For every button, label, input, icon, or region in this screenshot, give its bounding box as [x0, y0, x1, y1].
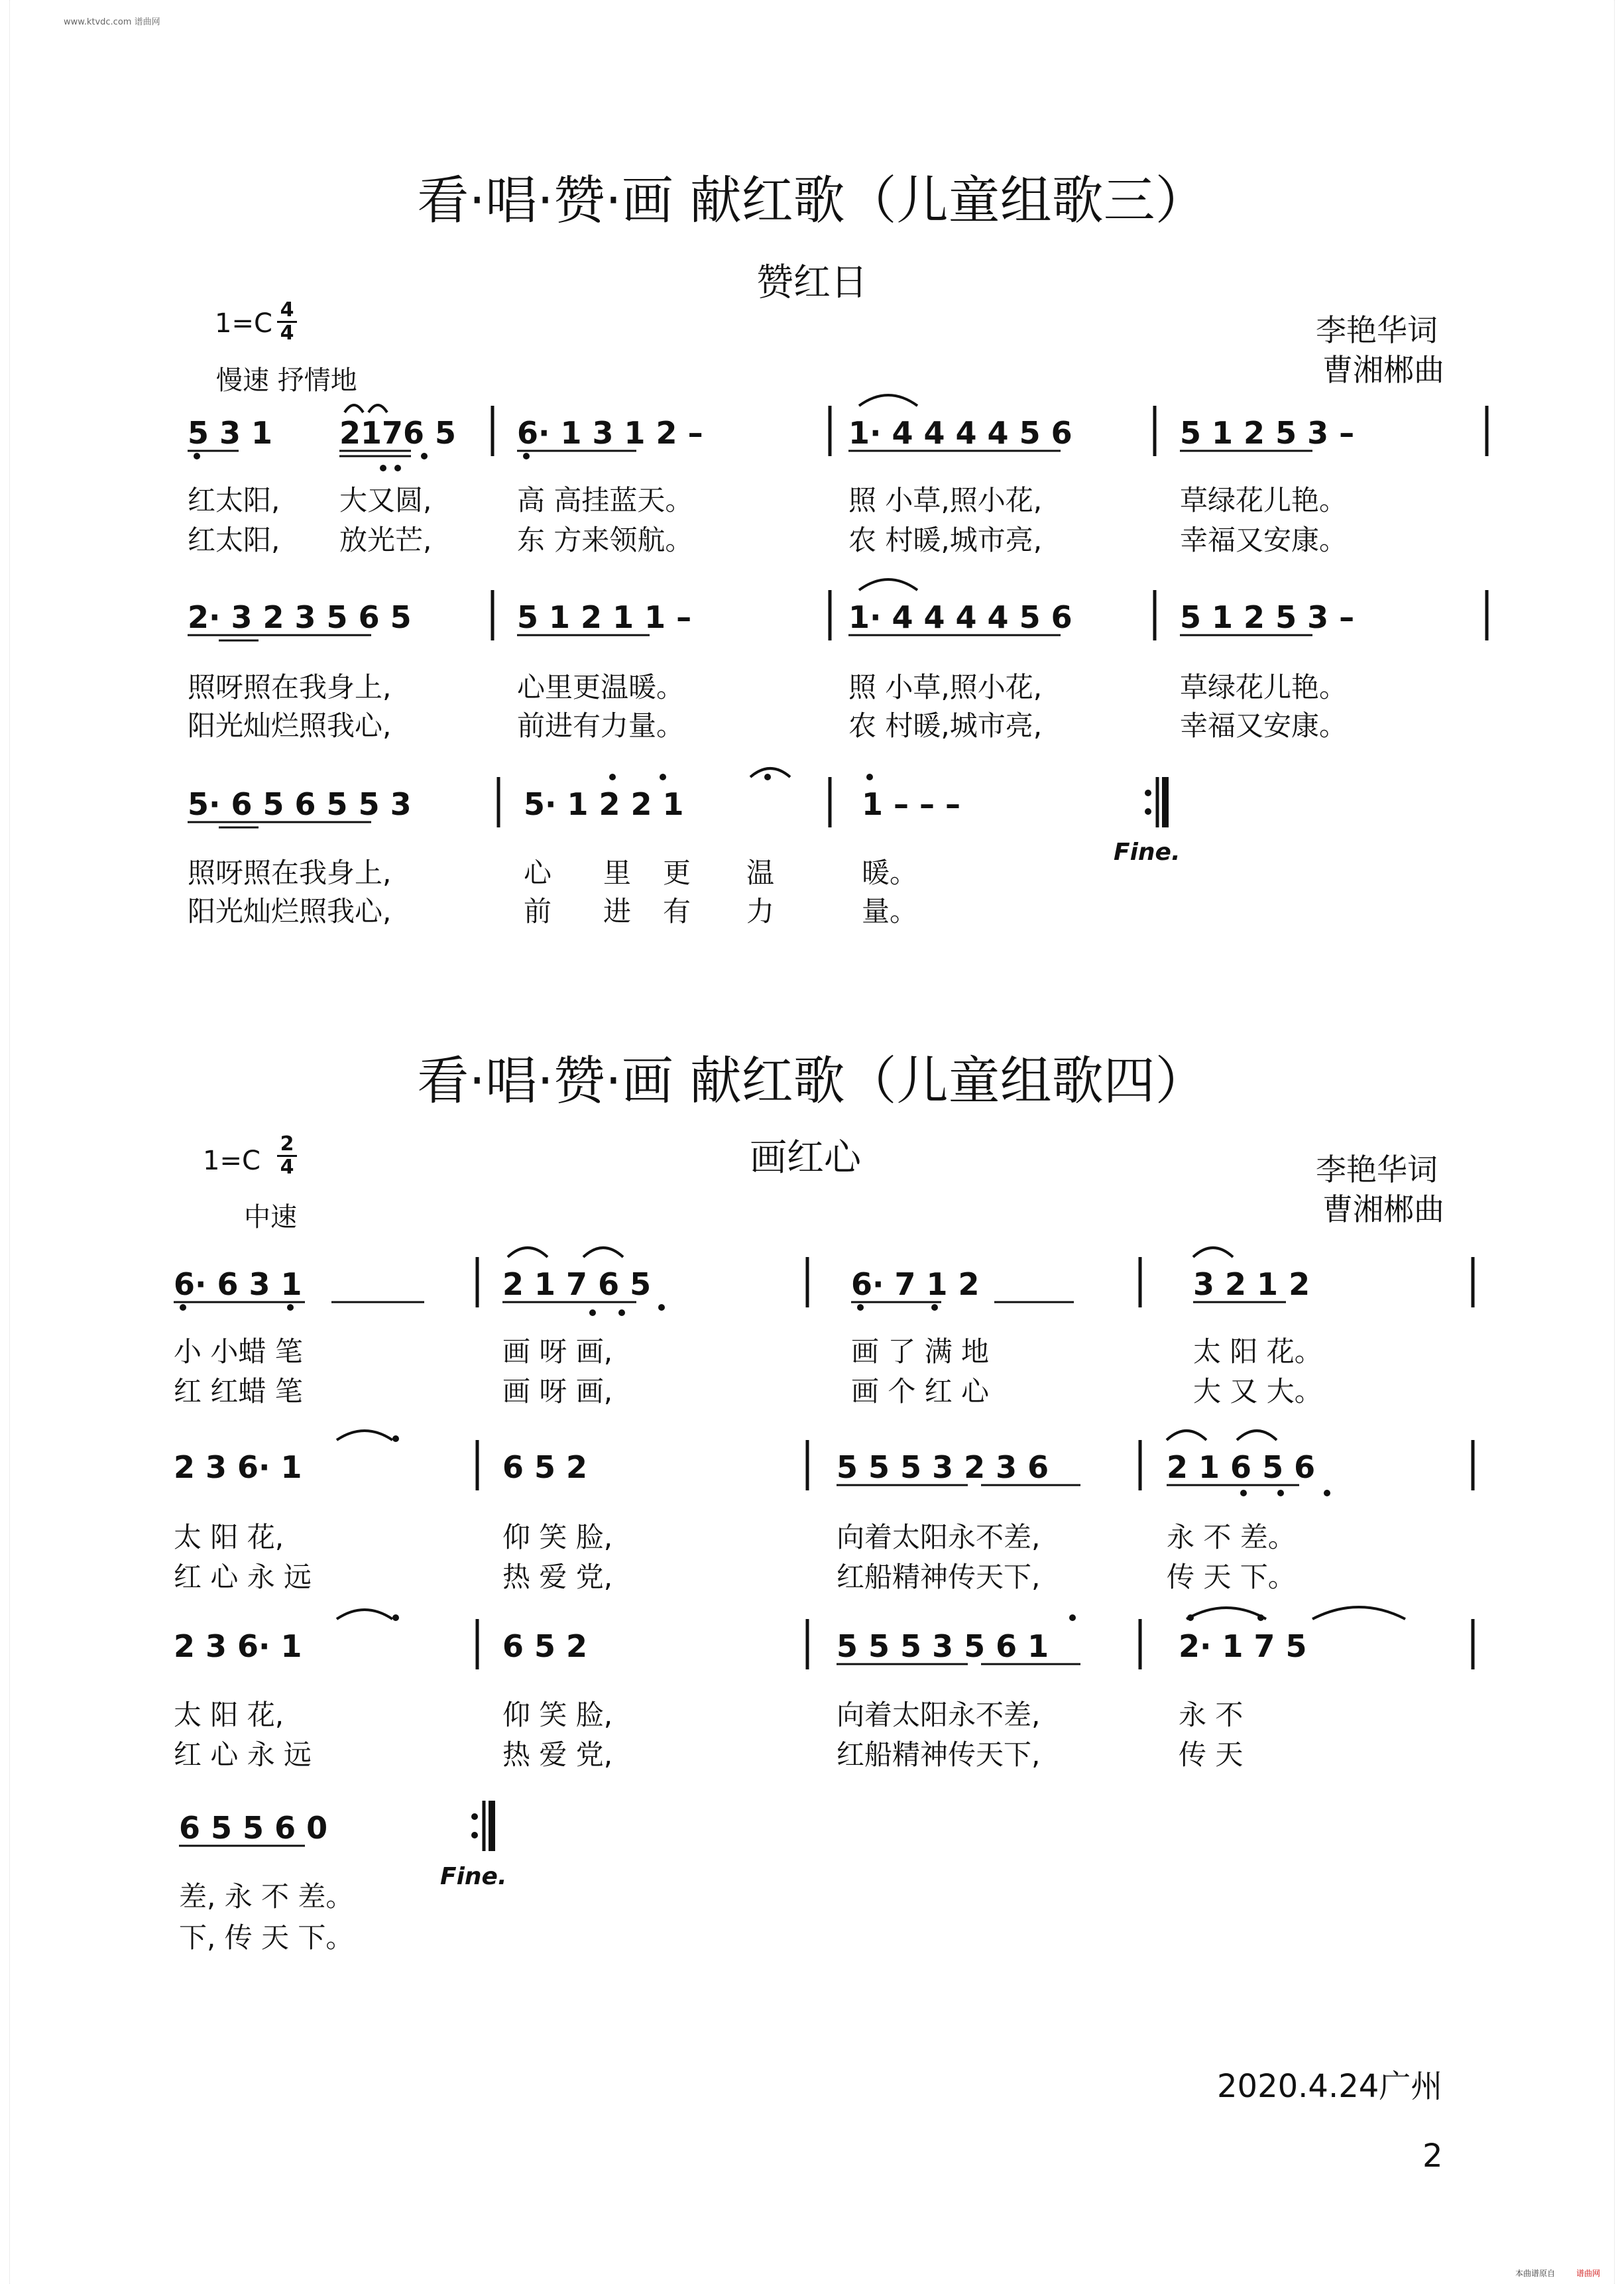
low-octave-dot — [857, 1304, 864, 1311]
song4-time-denominator: 4 — [277, 1155, 297, 1178]
low-octave-dot — [194, 453, 200, 459]
footer-date: 2020.4.24广州 — [1217, 2068, 1443, 2105]
repeat-dot — [471, 1832, 478, 1838]
low-octave-dot — [287, 1304, 294, 1311]
repeat-dots — [471, 790, 1151, 1838]
song3-row3-lyric2-a: 阳光灿烂照我心, — [188, 895, 392, 928]
song3-row1-lyric1-d: 照 小草,照小花, — [848, 484, 1043, 516]
song4-row3-lyric2-b: 热 爱 党, — [502, 1738, 613, 1771]
low-octave-dot — [380, 465, 386, 471]
song3-row2-measure3: 1· 4 4 4 4 5 6 — [848, 599, 1073, 635]
low-octave-dot — [1240, 1490, 1247, 1496]
slur — [859, 579, 917, 590]
song4-row1-lyric1-b: 画 呀 画, — [502, 1335, 613, 1368]
song3-row1-measure1b: 2176 5 — [339, 415, 457, 451]
low-octave-dot — [589, 1309, 596, 1316]
song4-row4-lyric1: 差, 永 不 差。 — [179, 1880, 354, 1913]
song3-row3-lyric1-e: 温 — [746, 857, 775, 889]
song4-row1-lyric1-a: 小 小蜡 笔 — [174, 1335, 303, 1368]
right-watermark-strip — [1614, 0, 1624, 2284]
song4-row1-lyric2-b: 画 呀 画, — [502, 1375, 613, 1408]
song4-row1-measure3: 6· 7 1 2 — [851, 1266, 980, 1302]
song3-row1-measure3: 1· 4 4 4 4 5 6 — [848, 415, 1073, 451]
song4-row3-lyric1-b: 仰 笑 脸, — [502, 1699, 613, 1731]
song4-row3-lyric2-a: 红 心 永 远 — [174, 1738, 312, 1771]
low-octave-dot — [394, 465, 401, 471]
slur — [1167, 1431, 1206, 1440]
song4-composer: 曹湘郴曲 — [1322, 1191, 1444, 1227]
song3-row3-lyric2-f: 量。 — [862, 895, 918, 928]
slur — [1193, 1248, 1233, 1257]
song3-row2-lyric2-d: 幸福又安康。 — [1180, 709, 1348, 742]
low-octave-dot — [1277, 1490, 1284, 1496]
song3-row2-lyric2-a: 阳光灿烂照我心, — [188, 709, 392, 742]
song3-row1-lyric2-a: 红太阳, — [188, 524, 280, 556]
slur — [859, 395, 917, 406]
song4-row3-measure3: 5 5 5 3 5 6 1 — [837, 1628, 1049, 1664]
repeat-dot — [1145, 790, 1151, 796]
song3-row2-lyric2-b: 前进有力量。 — [517, 709, 685, 742]
song4-row3-lyric1-a: 太 阳 花, — [174, 1699, 284, 1731]
song3-composer: 曹湘郴曲 — [1322, 352, 1444, 388]
song3-row3-measure1: 5· 6 5 6 5 5 3 — [188, 786, 412, 822]
song4-row3-measure4: 2· 1 7 5 — [1179, 1628, 1307, 1664]
song3-row3-measure3: 1 – – – — [862, 786, 961, 822]
high-octave-dot — [609, 774, 616, 780]
song3-row3-lyric1-b: 心 — [524, 857, 552, 889]
song3-row1-measure2: 6· 1 3 1 2 – — [517, 415, 703, 451]
song4-row2-measure2: 6 5 2 — [502, 1449, 588, 1485]
song4-row4-lyric2: 下, 传 天 下。 — [179, 1921, 354, 1954]
song3-time-numerator: 4 — [280, 298, 294, 322]
song3-row2-lyric1-c: 照 小草,照小花, — [848, 671, 1043, 703]
song4-row2-lyric1-a: 太 阳 花, — [174, 1521, 284, 1553]
song3-time-denominator: 4 — [277, 321, 297, 344]
song4-time-numerator: 2 — [280, 1132, 294, 1156]
song3-row1-measure4: 5 1 2 5 3 – — [1180, 415, 1355, 451]
song3-row1-measure1: 5 3 1 — [188, 415, 273, 451]
song4-fine-mark: Fine. — [440, 1863, 507, 1890]
page-number: 2 — [1422, 2137, 1443, 2175]
song4-row3-lyric2-d: 传 天 — [1179, 1738, 1244, 1771]
high-octave-dot — [1187, 1614, 1194, 1621]
low-octave-dot — [1324, 1490, 1330, 1496]
high-octave-dot — [1069, 1614, 1076, 1621]
high-octave-dot — [660, 774, 666, 780]
song3-row2-measure2: 5 1 2 1 1 – — [517, 599, 692, 635]
song3-tempo: 慢速 抒情地 — [216, 365, 357, 396]
song4-row2-lyric2-a: 红 心 永 远 — [174, 1561, 312, 1593]
song4-row2-measure1: 2 3 6· 1 — [174, 1449, 302, 1485]
song3-row3-lyric2-d: 有 — [663, 895, 691, 928]
slur — [345, 405, 363, 412]
song4-row1-lyric1-d: 太 阳 花。 — [1193, 1335, 1322, 1368]
song4-row2-lyric1-c: 向着太阳永不差, — [837, 1521, 1041, 1553]
song3-row1-lyric1-e: 草绿花儿艳。 — [1180, 484, 1348, 516]
low-octave-dot — [931, 1304, 938, 1311]
low-octave-dot — [658, 1304, 665, 1311]
song4-row2-lyric2-b: 热 爱 党, — [502, 1561, 613, 1593]
slur — [1237, 1431, 1277, 1440]
low-octave-dot — [180, 1304, 186, 1311]
song4-row1-lyric1-c: 画 了 满 地 — [851, 1335, 990, 1368]
song3-row1-lyric1-a: 红太阳, — [188, 484, 280, 516]
song3-row3-lyric1-a: 照呀照在我身上, — [188, 857, 392, 889]
high-octave-dot — [392, 1614, 399, 1621]
song3-row1-lyric2-c: 东 方来领航。 — [517, 524, 693, 556]
slur — [508, 1248, 548, 1257]
song4-row1-lyric2-c: 画 个 红 心 — [851, 1375, 990, 1408]
song4-row2-measure3: 5 5 5 3 2 3 6 — [837, 1449, 1049, 1485]
repeat-dot — [1145, 808, 1151, 815]
song4-row3-lyric2-c: 红船精神传天下, — [837, 1738, 1041, 1771]
brand-text: 本曲谱原自 — [1515, 2269, 1556, 2278]
song3-subtitle: 赞红日 — [756, 261, 868, 304]
slur — [337, 1431, 392, 1440]
slur — [1187, 1608, 1266, 1619]
slur — [1312, 1607, 1405, 1619]
octave-dots — [180, 453, 1330, 1621]
song3-fine-mark: Fine. — [1114, 839, 1181, 866]
song4-row2-lyric2-d: 传 天 下。 — [1167, 1561, 1296, 1593]
barlines — [477, 406, 1487, 1851]
ties-and-slurs — [337, 395, 1405, 1619]
high-octave-dot — [764, 774, 771, 780]
song3-row3-lyric1-c: 里 — [603, 857, 632, 889]
song3-key: 1=C — [215, 308, 272, 339]
repeat-dot — [471, 1813, 478, 1820]
song3-row3-lyric2-c: 进 — [603, 895, 632, 928]
song3-row3-lyric2-e: 力 — [746, 895, 775, 928]
slur — [369, 405, 387, 412]
song4-row1-measure4: 3 2 1 2 — [1193, 1266, 1310, 1302]
song3-title: 看·唱·赞·画 献红歌（儿童组歌三） — [417, 171, 1207, 231]
song4-row1-measure2: 2 1 7 6 5 — [502, 1266, 652, 1302]
song4-row3-measure1: 2 3 6· 1 — [174, 1628, 302, 1664]
high-octave-dot — [392, 1435, 399, 1442]
high-octave-dot — [1257, 1614, 1264, 1621]
song3-row3-lyric2-b: 前 — [524, 895, 552, 928]
song3-row2-lyric1-a: 照呀照在我身上, — [188, 671, 392, 703]
song4-lyricist: 李艳华词 — [1316, 1152, 1438, 1187]
song4-row2-measure4: 2 1 6 5 6 — [1167, 1449, 1316, 1485]
low-octave-dot — [523, 453, 530, 459]
song4-row2-lyric1-d: 永 不 差。 — [1167, 1521, 1296, 1553]
left-watermark-strip — [0, 0, 10, 2284]
song4-row1-lyric2-a: 红 红蜡 笔 — [174, 1375, 303, 1408]
song4-row2-lyric2-c: 红船精神传天下, — [837, 1561, 1041, 1593]
song4-row4-measure1: 6 5 5 6 0 — [179, 1810, 328, 1846]
slur — [583, 1248, 623, 1257]
song4-row3-lyric1-c: 向着太阳永不差, — [837, 1699, 1041, 1731]
song4-row2-lyric1-b: 仰 笑 脸, — [502, 1521, 613, 1553]
song4-subtitle: 画红心 — [750, 1136, 861, 1179]
site-header[interactable]: www.ktvdc.com 谱曲网 — [64, 17, 160, 27]
song4-row3-lyric1-d: 永 不 — [1179, 1699, 1244, 1731]
slur — [337, 1610, 392, 1619]
song3-row1-lyric1-c: 高 高挂蓝天。 — [517, 484, 693, 516]
brand-link[interactable]: 谱曲网 — [1576, 2269, 1601, 2278]
high-octave-dot — [866, 774, 873, 780]
song3-row2-lyric2-c: 农 村暖,城市亮, — [848, 709, 1043, 742]
song3-lyricist: 李艳华词 — [1316, 312, 1438, 348]
song3-row2-lyric1-b: 心里更温暖。 — [517, 671, 685, 703]
song4-key: 1=C — [203, 1146, 261, 1176]
song3-row3-lyric1-d: 更 — [663, 857, 691, 889]
song3-row1-lyric2-b: 放光芒, — [339, 524, 432, 556]
song4-title: 看·唱·赞·画 献红歌（儿童组歌四） — [417, 1052, 1207, 1111]
song3-row3-lyric1-f: 暖。 — [862, 857, 918, 889]
song4-row3-measure2: 6 5 2 — [502, 1628, 588, 1664]
song3-row1-lyric2-d: 农 村暖,城市亮, — [848, 524, 1043, 556]
low-octave-dot — [618, 1309, 625, 1316]
low-octave-dot — [421, 453, 428, 459]
song3-row2-measure1: 2· 3 2 3 5 6 5 — [188, 599, 412, 635]
song3-row1-lyric2-e: 幸福又安康。 — [1180, 524, 1348, 556]
song4-row1-measure1: 6· 6 3 1 — [174, 1266, 302, 1302]
song3-row1-lyric1-b: 大又圆, — [339, 484, 432, 516]
song3-row3-measure2: 5· 1 2 2 1 — [524, 786, 684, 822]
song4-row1-lyric2-d: 大 又 大。 — [1193, 1375, 1322, 1408]
song4-tempo: 中速 — [244, 1202, 297, 1232]
song3-row2-lyric1-d: 草绿花儿艳。 — [1180, 671, 1348, 703]
song3-row2-measure4: 5 1 2 5 3 – — [1180, 599, 1355, 635]
